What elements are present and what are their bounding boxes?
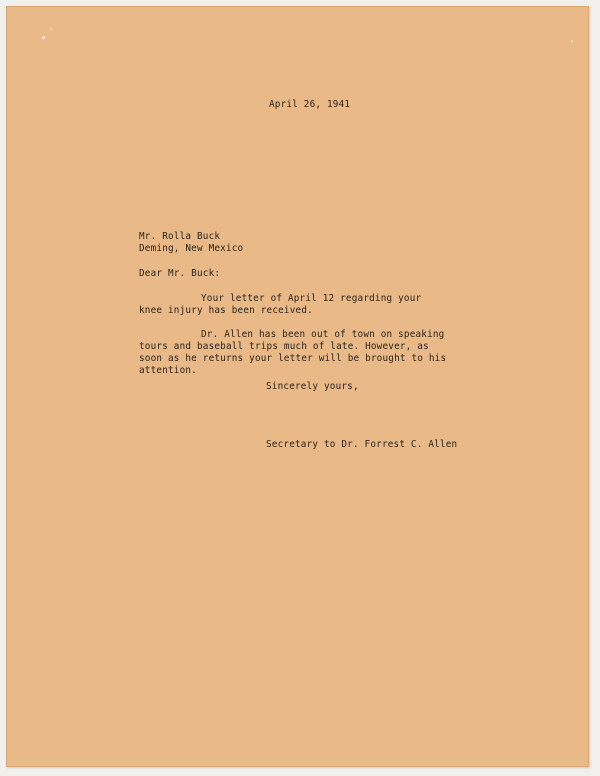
body-paragraph-2-line-3: soon as he returns your letter will be brought to his bbox=[139, 353, 447, 364]
body-paragraph-1-line-1: Your letter of April 12 regarding your bbox=[201, 293, 422, 304]
recipient-name: Mr. Rolla Buck bbox=[139, 231, 221, 242]
recipient-address: Deming, New Mexico bbox=[139, 243, 244, 254]
closing: Sincerely yours, bbox=[266, 381, 359, 392]
paper-speck bbox=[42, 36, 45, 39]
salutation: Dear Mr. Buck: bbox=[139, 268, 221, 279]
body-paragraph-2-line-1: Dr. Allen has been out of town on speaking bbox=[201, 329, 445, 340]
paper-speck bbox=[50, 28, 52, 30]
letter-date: April 26, 1941 bbox=[269, 99, 351, 110]
body-paragraph-2-line-4: attention. bbox=[139, 365, 197, 376]
letter-page bbox=[6, 6, 589, 767]
body-paragraph-2-line-2: tours and baseball trips much of late. However, as bbox=[139, 341, 429, 352]
paper-speck bbox=[571, 40, 573, 42]
signature-line: Secretary to Dr. Forrest C. Allen bbox=[266, 439, 458, 450]
body-paragraph-1-line-2: knee injury has been received. bbox=[139, 305, 313, 316]
